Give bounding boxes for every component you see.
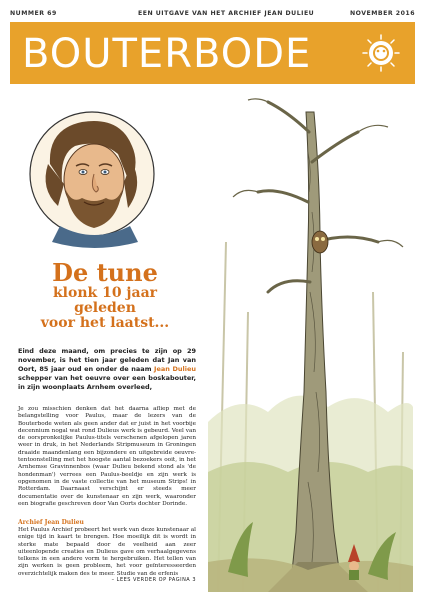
body-paragraph: Je zou misschien denken dat het daarna afliep met de belangstelling voor Paulus, maar de lezers van de Bouterbode weten als geen ander dat er juist in het voorbije decennium nogal wat rond Dulieus werk is gebeurd. Veel van de oorspronkelijke Paulus-titels verschenen afgelopen jaren weer in druk, in het Nederlands Stripmuseum in Groningen draaide maandenlang een bijzondere en uitgebreide oeuvre-tentoonstelling met het hoogste aantal bezoekers ooit, in het Arnhemse Gravinnenbos (waar Dulieu bekend stond als 'de hondenman') verrees een Paulus-beeldje en zijn werk is opgenomen in de vaste collectie van het museum Strips! in Rotterdam. Daarnaast verschijnt er steeds meer documentatie over de kunstenaar en zijn werk, waaronder een biografie geschreven door Van Oorts dochter Dorinde. bbox=[18, 406, 196, 507]
masthead-banner bbox=[10, 22, 415, 84]
intro-text-1: Eind deze maand, om precies te zijn op 29 november, is het tien jaar geleden dat Jan van Oort, 85 jaar oud en onder de naam bbox=[18, 347, 196, 373]
portrait-illustration bbox=[20, 94, 170, 254]
continued-link[interactable]: – LEES VERDER OP PAGINA 3 bbox=[111, 577, 196, 583]
headline-sub-2: voor het laatst... bbox=[40, 315, 170, 331]
publisher-tagline: EEN UITGAVE VAN HET ARCHIEF JEAN DULIEU bbox=[138, 10, 315, 17]
issue-number: NUMMER 69 bbox=[10, 10, 57, 17]
masthead-topline bbox=[10, 10, 415, 22]
headline bbox=[20, 260, 190, 331]
section-subhead: Archief Jean Dulieu bbox=[18, 519, 84, 526]
headline-sub-1: klonk 10 jaar geleden bbox=[52, 285, 158, 316]
issue-date: NOVEMBER 2016 bbox=[349, 10, 415, 17]
newsletter-title: BOUTERBODE bbox=[22, 31, 312, 77]
intro-paragraph bbox=[18, 347, 196, 392]
tree-forest-illustration bbox=[208, 92, 413, 592]
logo-sun-icon bbox=[361, 33, 401, 73]
intro-text-2: schepper van het oeuvre over een boskabouter, in zijn woonplaats Arnhem overleed, bbox=[18, 374, 196, 391]
headline-main: De tune bbox=[52, 258, 158, 287]
section-paragraph: Het Paulus Archief probeert het werk van deze kunstenaar al enige tijd in kaart te brengen. Hoe moeilijk dit is wordt in sterke mate bepaald door de veelheid aan zeer uiteenlopende creaties en Dulieus gave om verhaalgegevens telkens in een andere vorm te hergebruiken. Het tellen van zijn werken is geen probleem, het voor geïnteresseerden overzichtelijk maken des te meer. Studie van de erfenis bbox=[18, 527, 196, 577]
artist-name: Jean Dulieu bbox=[154, 365, 196, 373]
